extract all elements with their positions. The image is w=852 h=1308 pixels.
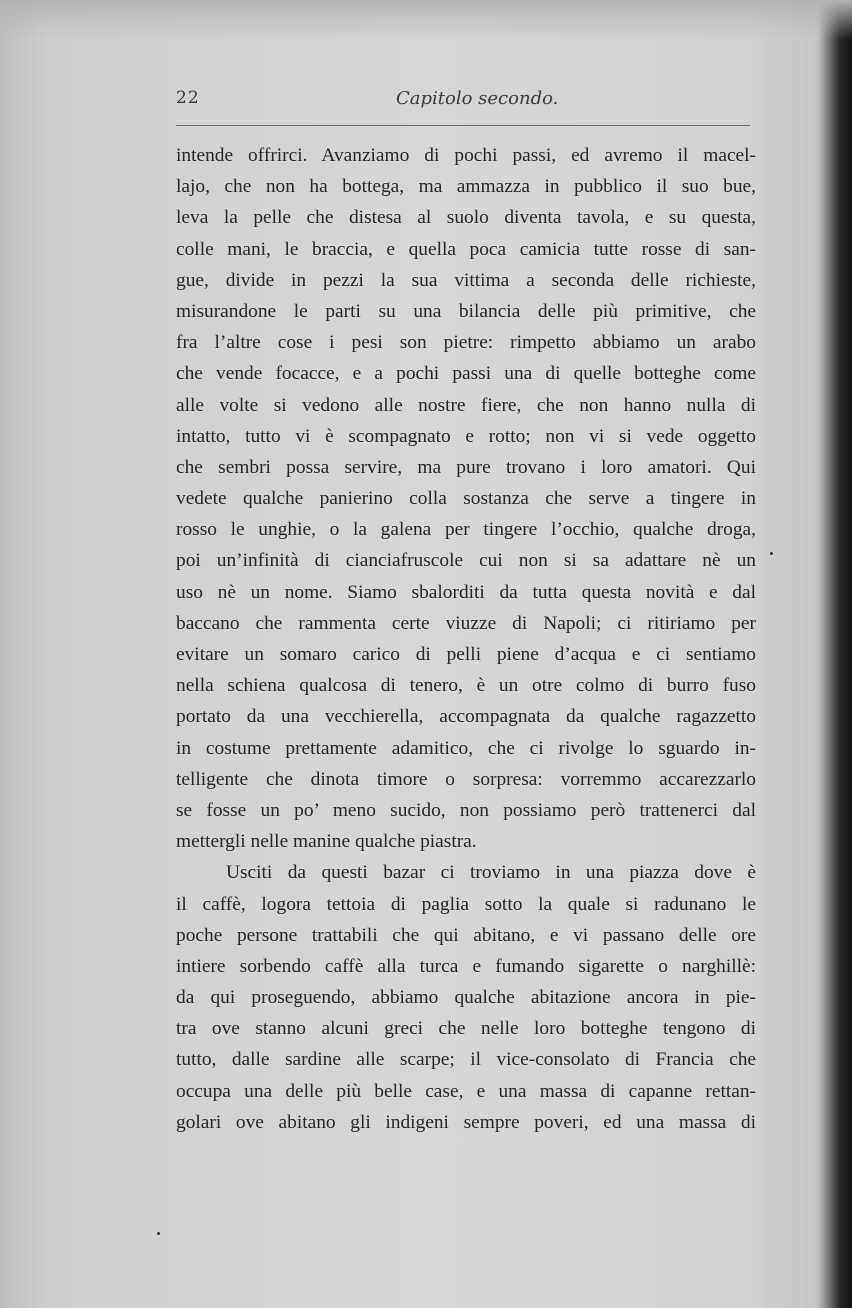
- text-line: vedete qualche panierino colla sostanza che serve a tingere in: [176, 488, 756, 510]
- text-line: colle mani, le braccia, e quella poca camicia tutte rosse di san-: [176, 238, 756, 260]
- text-line: tra ove stanno alcuni greci che nelle loro botteghe tengono di: [176, 1018, 756, 1040]
- running-title: Capitolo secondo.: [396, 88, 559, 109]
- text-line: in costume prettamente adamitico, che ci rivolge lo sguardo in-: [176, 737, 756, 759]
- text-line: intende offrirci. Avanziamo di pochi passi, ed avremo il macel-: [176, 145, 756, 166]
- text-line: leva la pelle che distesa al suolo diventa tavola, e su questa,: [176, 207, 756, 229]
- text-line: tutto, dalle sardine alle scarpe; il vice-consolato di Francia che: [176, 1049, 756, 1071]
- page-number: 22: [176, 88, 200, 108]
- text-line: da qui proseguendo, abbiamo qualche abitazione ancora in pie-: [176, 987, 756, 1009]
- text-line: poche persone trattabili che qui abitano, e vi passano delle ore: [176, 924, 756, 946]
- scan-speck: [770, 552, 773, 555]
- text-line: portato da una vecchierella, accompagnata da qualche ragazzetto: [176, 706, 756, 728]
- text-line: golari ove abitano gli indigeni sempre poveri, ed una massa di: [176, 1111, 756, 1133]
- paragraph-1: [176, 140, 756, 857]
- text-line: che sembri possa servire, ma pure trovano i loro amatori. Qui: [176, 456, 756, 478]
- text-line: poi un’infinità di cianciafruscole cui non si sa adattare nè un: [176, 550, 756, 572]
- text-line: nella schiena qualcosa di tenero, è un otre colmo di burro fuso: [176, 675, 756, 697]
- text-line: misurandone le parti su una bilancia delle più primitive, che: [176, 300, 756, 322]
- paragraph-2: [176, 857, 756, 1138]
- text-line: rosso le unghie, o la galena per tingere l’occhio, qualche droga,: [176, 519, 756, 541]
- header-rule: [176, 125, 750, 126]
- text-line: mettergli nelle manine qualche piastra.: [176, 831, 477, 853]
- text-line: lajo, che non ha bottega, ma ammazza in pubblico il suo bue,: [176, 176, 756, 198]
- text-line: il caffè, logora tettoia di paglia sotto la quale si radunano le: [176, 893, 756, 915]
- text-line: alle volte si vedono alle nostre fiere, che non hanno nulla di: [176, 394, 756, 416]
- text-line: intatto, tutto vi è scompagnato e rotto; non vi si vede oggetto: [176, 425, 756, 447]
- text-line: evitare un somaro carico di pelli piene d’acqua e ci sentiamo: [176, 644, 756, 665]
- text-line: telligente che dinota timore o sorpresa: vorremmo accarezzarlo: [176, 768, 756, 790]
- text-line: Usciti da questi bazar ci troviamo in una piazza dove è: [226, 862, 756, 884]
- page-header: [176, 88, 752, 118]
- body-text: [176, 140, 756, 1138]
- text-line: gue, divide in pezzi la sua vittima a seconda delle richieste,: [176, 269, 756, 291]
- scan-speck: [157, 1232, 160, 1235]
- text-line: intiere sorbendo caffè alla turca e fumando sigarette o narghillè:: [176, 955, 756, 977]
- text-line: fra l’altre cose i pesi son pietre: rimpetto abbiamo un arabo: [176, 332, 756, 354]
- text-line: che vende focacce, e a pochi passi una di quelle botteghe come: [176, 363, 756, 385]
- text-line: occupa una delle più belle case, e una massa di capanne rettan-: [176, 1080, 756, 1102]
- text-line: baccano che rammenta certe viuzze di Napoli; ci ritiriamo per: [176, 612, 756, 634]
- text-line: se fosse un po’ meno sucido, non possiamo però trattenerci dal: [176, 799, 756, 821]
- text-line: uso nè un nome. Siamo sbalorditi da tutta questa novità e dal: [176, 581, 756, 603]
